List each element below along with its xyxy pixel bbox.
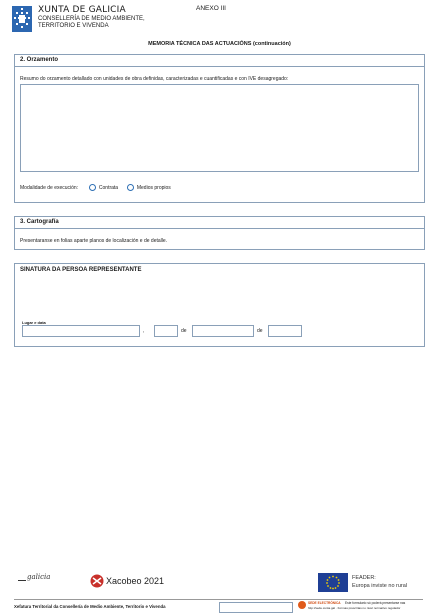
budget-textarea[interactable] — [20, 84, 419, 172]
department-line1: CONSELLERÍA DE MEDIO AMBIENTE, — [38, 16, 145, 22]
sede-icon — [298, 601, 306, 609]
jefatura-label: Xefatura Territorial da Consellería de Medio Ambiente, Territorio e Vivenda — [14, 604, 166, 609]
eu-flag-icon — [318, 573, 348, 592]
org-name: XUNTA DE GALICIA — [38, 5, 126, 15]
de-label-2: de — [257, 328, 263, 334]
signature-title: SINATURA DA PERSOA REPRESENTANTE — [20, 267, 142, 273]
radio-icon[interactable] — [89, 184, 96, 191]
modality-row — [20, 184, 171, 191]
galicia-logo: galicia — [18, 573, 50, 581]
department-line2: TERRITORIO E VIVENDA — [38, 23, 109, 29]
section-cartography-title: 3. Cartografía — [15, 217, 424, 229]
xacobeo-logo: Xacobeo 2021 — [106, 576, 165, 586]
sede-text2: http://sede.xunta.gal · Formas prescritas no nivel normativo regulador — [308, 606, 401, 610]
xunta-shield-icon — [12, 6, 32, 32]
xacobeo-icon — [90, 574, 104, 588]
radio-icon[interactable] — [127, 184, 134, 191]
comma-separator: , — [143, 328, 145, 334]
doc-title: MEMORIA TÉCNICA DAS ACTUACIÓNS (continuación) — [148, 41, 291, 47]
cartography-text: Presentaranse en folias aparte planos de localización e de detalle. — [20, 238, 168, 244]
sede-label: SEDE ELECTRÓNICA — [308, 601, 341, 605]
modality-label: Modalidade de execución: — [20, 184, 79, 191]
de-label-1: de — [181, 328, 187, 334]
section-cartography — [14, 216, 425, 250]
day-input[interactable] — [154, 325, 178, 337]
month-input[interactable] — [192, 325, 254, 337]
section-budget — [14, 54, 425, 203]
jefatura-select[interactable] — [219, 602, 293, 613]
place-input[interactable] — [22, 325, 140, 337]
place-date-label: Lugar e data — [22, 320, 46, 325]
section-budget-title: 2. Orzamento — [15, 55, 424, 67]
feader-line2: Europa inviste no rural — [352, 583, 408, 589]
feader-line1: FEADER: — [352, 575, 376, 581]
budget-instruction: Resumo do orzamento detallado con unidades de obra definidas, caracterizadas e cuantificadas e con IVE desagregado: — [20, 76, 289, 82]
option-medios-propios[interactable]: Medios propios — [127, 185, 171, 191]
sede-text1: Este formulario só poderá presentarse nas — [345, 601, 406, 605]
year-input[interactable] — [268, 325, 302, 337]
footer-divider — [14, 599, 423, 600]
annex-label: ANEXO III — [196, 5, 226, 12]
section-signature — [14, 263, 425, 347]
option-contrata[interactable]: Contrata — [89, 185, 118, 191]
